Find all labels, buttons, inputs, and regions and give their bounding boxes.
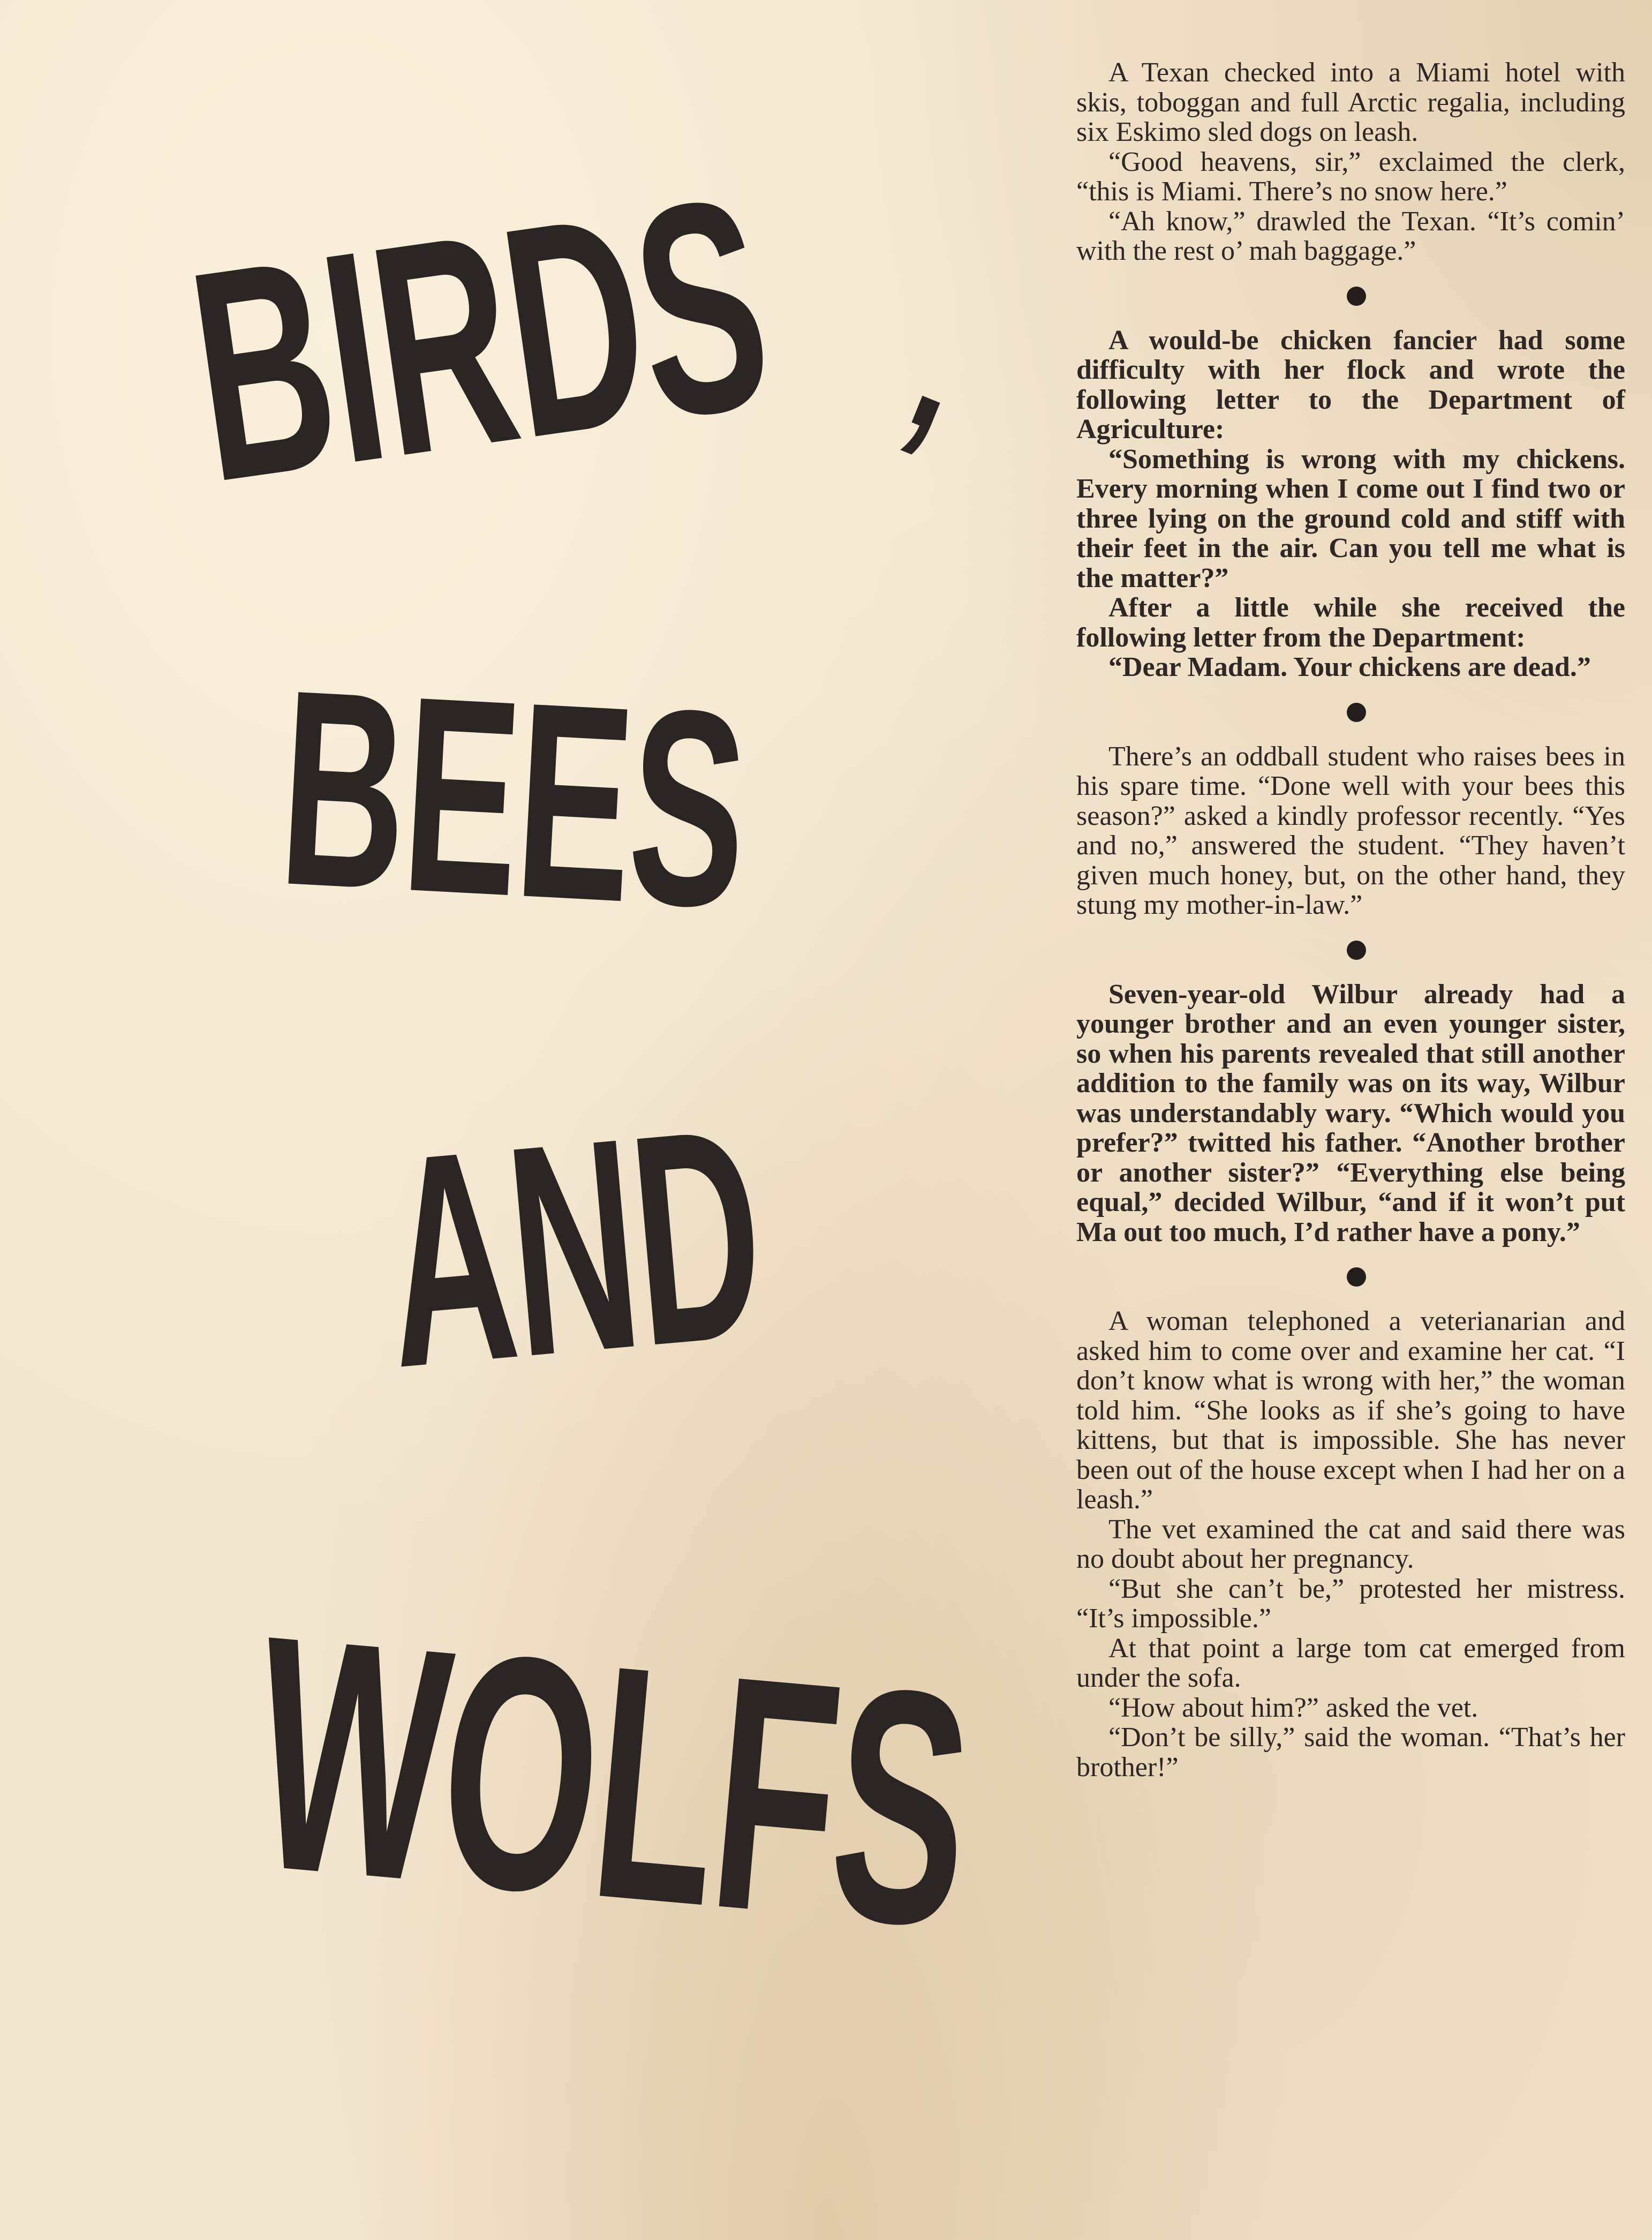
- joke-paragraph: Seven-year-old Wilbur already had a younger brother and an even younger sister, so when his parents revealed that still another addition to the family was on its way, Wilbur was understandably wary. “Which would you prefer?” twitted his father. “Another brother or another sister?” “Everything else being equal,” decided Wilbur, “and if it won’t put Ma out too much, I’d rather have a pony.”: [1076, 979, 1625, 1247]
- joke-bees: [1076, 742, 1625, 920]
- headline-word-wolfs: WOLFS: [242, 1566, 982, 1997]
- headline-word-bees: BEES: [274, 632, 752, 967]
- joke-cat: [1076, 1306, 1625, 1782]
- joke-paragraph: “Don’t be silly,” said the woman. “That’s her brother!”: [1076, 1722, 1625, 1783]
- separator: [1076, 920, 1625, 980]
- joke-paragraph: “Something is wrong with my chickens. Every morning when I come out I find two or three lying on the ground cold and stiff with their feet in the air. Can you tell me what is the matter?”: [1076, 444, 1625, 593]
- joke-paragraph: “But she can’t be,” protested her mistress. “It’s impossible.”: [1076, 1573, 1625, 1634]
- joke-paragraph: There’s an oddball student who raises bees in his spare time. “Done well with your bees this season?” asked a kindly professor recently. “Yes and no,” answered the student. “They haven’t given much honey, but, on the other hand, they stung my mother-in-law.”: [1076, 741, 1625, 920]
- joke-paragraph: After a little while she received the following letter from the Department:: [1076, 592, 1625, 653]
- separator: [1076, 1247, 1625, 1306]
- joke-paragraph: “Ah know,” drawled the Texan. “It’s comin’ with the rest o’ mah baggage.”: [1076, 206, 1625, 266]
- bullet-dot: [1347, 703, 1366, 722]
- joke-wilbur: [1076, 980, 1625, 1247]
- joke-paragraph: A woman telephoned a veterianarian and asked him to come over and examine her cat. “I don’t know what is wrong with her,” the woman told him. “She looks as if she’s going to have kittens, but that is impossible. She has never been out of the house except when I had her on a leash.”: [1076, 1306, 1625, 1515]
- joke-chickens: [1076, 326, 1625, 682]
- headline-word-and: AND: [373, 1064, 773, 1431]
- joke-paragraph: “Dear Madam. Your chickens are dead.”: [1108, 652, 1591, 682]
- headline-comma: ,: [887, 257, 1003, 471]
- joke-paragraph: The vet examined the cat and said there was no doubt about her pregnancy.: [1076, 1514, 1625, 1574]
- separator: [1076, 266, 1625, 326]
- bullet-dot: [1347, 941, 1366, 960]
- joke-paragraph: A Texan checked into a Miami hotel with skis, toboggan and full Arctic regalia, including six Eskimo sled dogs on leash.: [1076, 57, 1625, 147]
- joke-texan: [1076, 58, 1625, 266]
- separator: [1076, 682, 1625, 742]
- joke-paragraph: “How about him?” asked the vet.: [1108, 1692, 1478, 1723]
- bullet-dot: [1347, 1267, 1366, 1287]
- bullet-dot: [1347, 287, 1366, 306]
- joke-paragraph: “Good heavens, sir,” exclaimed the clerk, “this is Miami. There’s no snow here.”: [1076, 146, 1625, 207]
- joke-paragraph: A would-be chicken fancier had some difficulty with her flock and wrote the following letter to the Department of Agriculture:: [1076, 325, 1625, 445]
- headline-word-birds: BIRDS: [174, 133, 784, 545]
- joke-paragraph: At that point a large tom cat emerged from under the sofa.: [1076, 1633, 1625, 1693]
- jokes-column: [1076, 58, 1625, 1782]
